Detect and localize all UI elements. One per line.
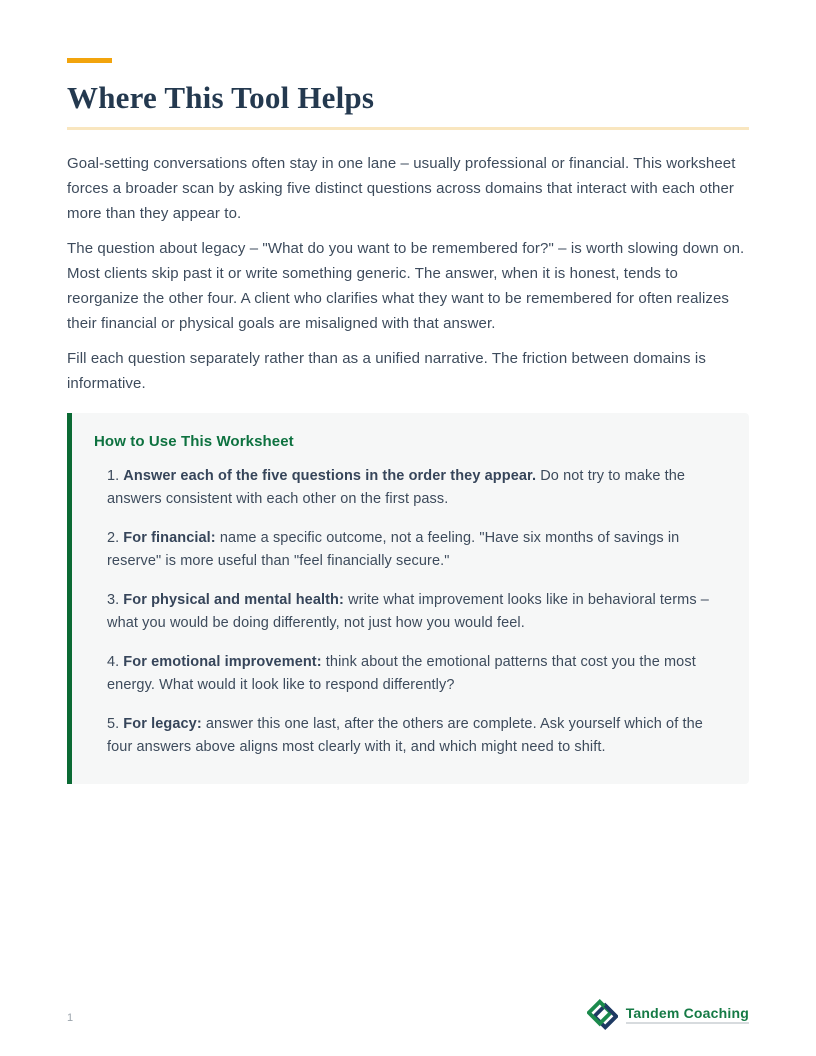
list-item	[107, 713, 721, 760]
callout-list	[94, 465, 721, 760]
list-item-lead: For financial:	[123, 529, 216, 546]
list-item-text: think about the emotional patterns that cost you the most energy. What would it look like to respond differently?	[107, 653, 696, 694]
list-item	[107, 527, 721, 574]
list-item-lead: For physical and mental health:	[123, 591, 344, 608]
how-to-use-callout	[67, 413, 749, 784]
page-title: Where This Tool Helps	[67, 80, 749, 130]
page-footer	[67, 998, 749, 1030]
list-item-lead: Answer each of the five questions in the order they appear.	[123, 467, 537, 484]
list-item-number: 3.	[107, 591, 120, 608]
list-item-text: name a specific outcome, not a feeling. "Have six months of savings in reserve" is more useful than "feel financially secure."	[107, 529, 680, 570]
list-item-number: 2.	[107, 529, 120, 546]
list-item-lead: For emotional improvement:	[123, 653, 322, 670]
list-item	[107, 589, 721, 636]
list-item-text: Do not try to make the answers consistent with each other on the first pass.	[107, 467, 686, 508]
callout-heading: How to Use This Worksheet	[94, 432, 294, 450]
brand-lockup	[587, 999, 749, 1030]
list-item-text: answer this one last, after the others are complete. Ask yourself which of the four answers above aligns most clearly with it, and which might need to shift.	[107, 715, 703, 756]
page-number: 1	[67, 1012, 74, 1024]
brand-name: Tandem Coaching	[626, 1005, 749, 1024]
legacy-paragraph: The question about legacy – "What do you want to be remembered for?" – is worth slowing down on. Most clients skip past it or write something generic. The answer, when it is honest, tends to reorganize the other four. A client who clarifies what they want to be remembered for often realizes their financial or physical goals are misaligned with that answer.	[67, 239, 745, 332]
body-copy	[67, 151, 749, 396]
list-item-lead: For legacy:	[123, 715, 202, 732]
list-item	[107, 465, 721, 512]
list-item-number: 5.	[107, 715, 120, 732]
list-item-number: 4.	[107, 653, 120, 670]
list-item-number: 1.	[107, 467, 120, 484]
list-item-text: write what improvement looks like in behavioral terms – what you would be doing differently, not just how you would feel.	[107, 591, 709, 632]
tandem-diamond-logo-icon	[587, 999, 618, 1030]
list-item	[107, 651, 721, 698]
page-content	[67, 58, 749, 784]
accent-bar	[67, 58, 112, 63]
intro-paragraph: Goal-setting conversations often stay in one lane – usually professional or financial. This worksheet forces a broader scan by asking five distinct questions across domains that interact with each other more than they appear to.	[67, 154, 736, 222]
instruction-paragraph: Fill each question separately rather than as a unified narrative. The friction between domains is informative.	[67, 349, 706, 392]
